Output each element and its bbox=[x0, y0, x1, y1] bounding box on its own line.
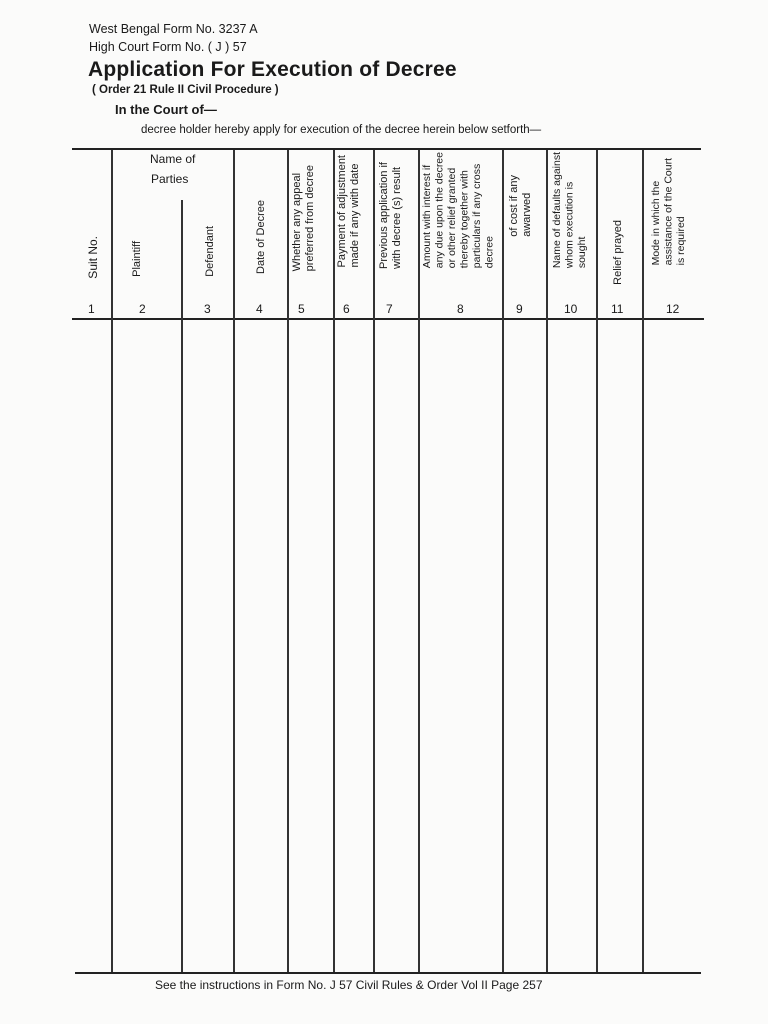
column-header-cost: of cost if any awarwed bbox=[508, 175, 533, 237]
column-divider bbox=[418, 150, 420, 972]
table-top-border bbox=[72, 148, 701, 150]
column-divider bbox=[596, 150, 598, 972]
name-of-parties-line-1: Name of bbox=[150, 152, 196, 166]
column-divider bbox=[546, 150, 548, 972]
column-number: 3 bbox=[204, 302, 211, 316]
name-of-parties-line-2: Parties bbox=[151, 172, 189, 186]
form-title: Application For Execution of Decree bbox=[88, 58, 457, 81]
column-divider bbox=[642, 150, 644, 972]
column-header-previous-application: Previous application if with decree (s) result bbox=[378, 162, 403, 270]
column-divider bbox=[111, 150, 113, 972]
form-subtitle: ( Order 21 Rule II Civil Procedure ) bbox=[92, 84, 279, 96]
column-number: 4 bbox=[256, 302, 263, 316]
table-bottom-border bbox=[75, 972, 701, 974]
column-divider bbox=[287, 150, 289, 972]
column-divider bbox=[233, 150, 235, 972]
column-header-suit-no: Suit No. bbox=[86, 236, 100, 279]
column-number: 6 bbox=[343, 302, 350, 316]
column-header-appeal: Whether any appeal preferred from decree bbox=[291, 165, 316, 272]
column-divider bbox=[502, 150, 504, 972]
column-divider bbox=[373, 150, 375, 972]
column-header-mode-of-assistance: Mode in which the assistance of the Court is required bbox=[650, 158, 687, 266]
column-divider bbox=[333, 150, 335, 972]
high-court-form-number: High Court Form No. ( J ) 57 bbox=[89, 40, 247, 54]
column-number: 1 bbox=[88, 302, 95, 316]
column-number: 9 bbox=[516, 302, 523, 316]
column-header-amount-with-interest: Amount with interest if any due upon the decree or other relief granted thereby together with particulars if any cross decree bbox=[421, 152, 496, 269]
column-header-defaulters: Name of defaults against whom execution is sought bbox=[551, 152, 588, 269]
column-header-plaintiff: Plaintiff bbox=[131, 241, 143, 277]
column-number: 7 bbox=[386, 302, 393, 316]
court-label: In the Court of— bbox=[115, 102, 217, 117]
column-header-relief-prayed: Relief prayed bbox=[612, 220, 624, 285]
column-number: 2 bbox=[139, 302, 146, 316]
column-number: 10 bbox=[564, 302, 578, 316]
column-number: 12 bbox=[666, 302, 680, 316]
column-divider bbox=[181, 200, 183, 972]
column-header-defendant: Defendant bbox=[204, 226, 216, 277]
footer-instructions: See the instructions in Form No. J 57 Civil Rules & Order Vol II Page 257 bbox=[155, 978, 543, 992]
column-header-payment-adjustment: Payment of adjustment made if any with date bbox=[336, 155, 361, 268]
column-number: 8 bbox=[457, 302, 464, 316]
table-header-bottom-border bbox=[72, 318, 704, 320]
west-bengal-form-number: West Bengal Form No. 3237 A bbox=[89, 22, 258, 36]
column-number: 5 bbox=[298, 302, 305, 316]
column-header-date-of-decree: Date of Decree bbox=[255, 200, 267, 274]
column-number: 11 bbox=[611, 302, 624, 316]
application-statement: decree holder hereby apply for execution of the decree herein below setforth— bbox=[141, 124, 542, 136]
